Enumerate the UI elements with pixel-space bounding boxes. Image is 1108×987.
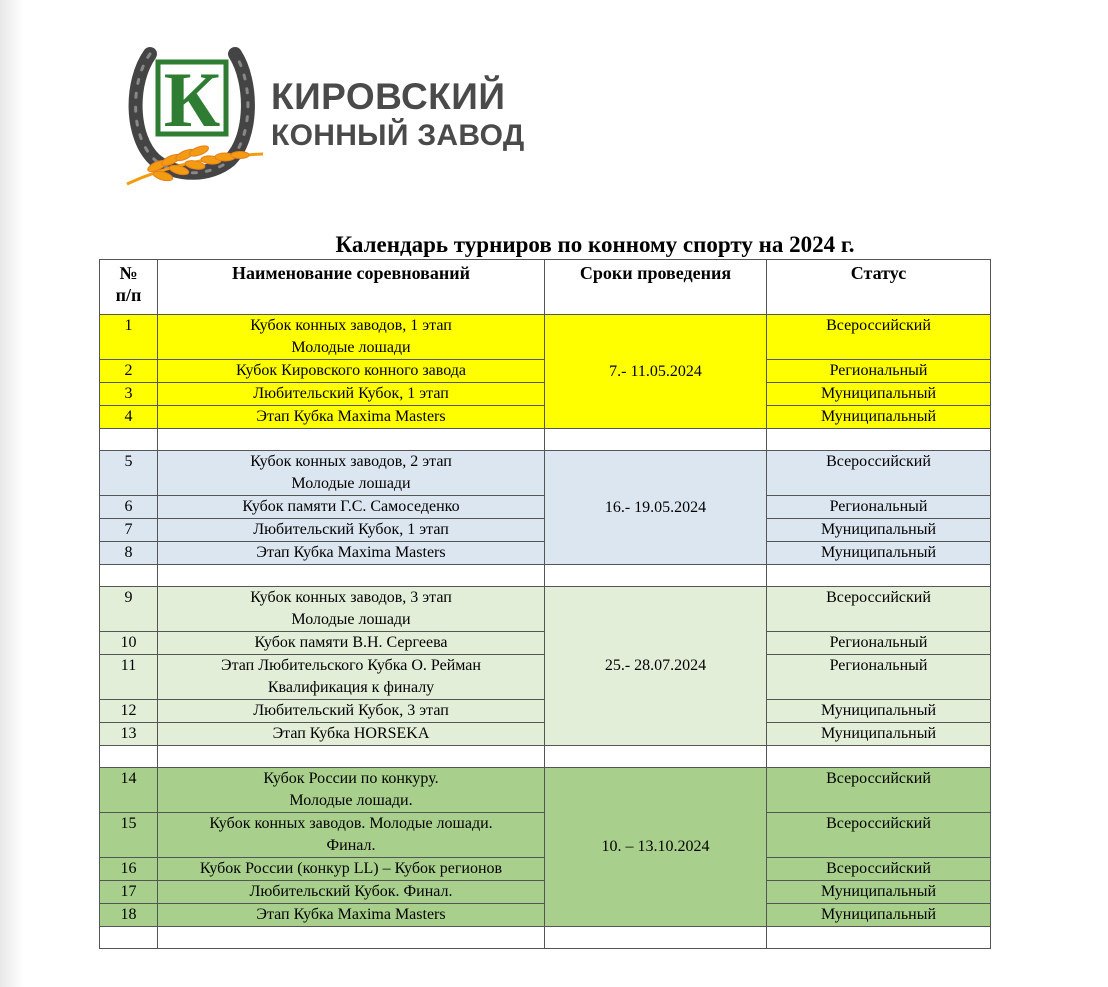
cell-status: Всероссийский xyxy=(767,858,991,881)
competition-name-line-1: Кубок конных заводов, 3 этап xyxy=(250,589,452,606)
header-number-line-1: № xyxy=(119,263,138,283)
empty-cell xyxy=(545,565,767,587)
cell-dates: 7.- 11.05.2024 xyxy=(545,315,767,429)
cell-competition-name xyxy=(158,858,545,881)
empty-cell xyxy=(100,565,158,587)
cell-competition-name xyxy=(158,315,545,360)
cell-status: Региональный xyxy=(767,632,991,655)
cell-number: 4 xyxy=(100,406,158,429)
cell-competition-name xyxy=(158,813,545,858)
cell-number: 9 xyxy=(100,587,158,632)
header-number-line-2: п/п xyxy=(115,285,142,305)
competition-name-line-1: Любительский Кубок. Финал. xyxy=(249,883,453,900)
empty-cell xyxy=(158,746,545,768)
competition-name-line-2: Молодые лошади xyxy=(291,339,411,356)
competition-name-line-1: Кубок памяти Г.С. Самоседенко xyxy=(242,498,460,515)
cell-status: Всероссийский xyxy=(767,451,991,496)
cell-number: 5 xyxy=(100,451,158,496)
cell-status: Муниципальный xyxy=(767,406,991,429)
cell-status: Региональный xyxy=(767,496,991,519)
competition-name-line-1: Кубок памяти В.Н. Сергеева xyxy=(254,634,448,651)
cell-number: 3 xyxy=(100,383,158,406)
empty-cell xyxy=(100,927,158,949)
logo-text xyxy=(271,78,525,151)
table-row xyxy=(100,315,991,360)
cell-status: Муниципальный xyxy=(767,700,991,723)
cell-status: Региональный xyxy=(767,360,991,383)
cell-number: 6 xyxy=(100,496,158,519)
empty-cell xyxy=(767,927,991,949)
competition-name-line-2: Финал. xyxy=(326,837,376,854)
cell-competition-name xyxy=(158,406,545,429)
competition-name-line-1: Кубок России (конкур LL) – Кубок регионов xyxy=(199,860,503,877)
competition-name-line-1: Любительский Кубок, 1 этап xyxy=(253,521,449,538)
competition-name-line-1: Кубок Кировского конного завода xyxy=(236,362,466,379)
cell-number: 7 xyxy=(100,519,158,542)
empty-cell xyxy=(100,429,158,451)
cell-number: 8 xyxy=(100,542,158,565)
cell-status: Муниципальный xyxy=(767,519,991,542)
cell-number: 14 xyxy=(100,768,158,813)
tournament-calendar-table xyxy=(99,259,991,949)
competition-name-line-1: Любительский Кубок, 3 этап xyxy=(253,702,449,719)
cell-dates: 10. – 13.10.2024 xyxy=(545,768,767,927)
competition-name-line-1: Кубок конных заводов, 1 этап xyxy=(250,317,452,334)
cell-competition-name xyxy=(158,904,545,927)
competition-name-line-1: Кубок конных заводов, 2 этап xyxy=(250,453,452,470)
empty-cell xyxy=(767,429,991,451)
cell-competition-name xyxy=(158,723,545,746)
logo-line-2: КОННЫЙ ЗАВОД xyxy=(271,119,525,152)
cell-competition-name xyxy=(158,360,545,383)
cell-status: Муниципальный xyxy=(767,723,991,746)
cell-competition-name xyxy=(158,496,545,519)
company-logo xyxy=(125,42,545,192)
competition-name-line-2: Молодые лошади. xyxy=(289,792,413,809)
separator-row xyxy=(100,746,991,768)
empty-cell xyxy=(545,746,767,768)
cell-status: Муниципальный xyxy=(767,542,991,565)
competition-name-line-1: Этап Кубка Maxima Masters xyxy=(256,408,446,425)
cell-number: 10 xyxy=(100,632,158,655)
competition-name-line-1: Этап Кубка Maxima Masters xyxy=(256,544,446,561)
empty-cell xyxy=(158,429,545,451)
empty-cell xyxy=(100,746,158,768)
cell-number: 16 xyxy=(100,858,158,881)
competition-name-line-1: Этап Кубка Maxima Masters xyxy=(256,906,446,923)
logo-line-1: КИРОВСКИЙ xyxy=(271,76,506,117)
cell-status: Всероссийский xyxy=(767,768,991,813)
page-title: Календарь турниров по конному спорту на 2024 г. xyxy=(335,232,855,257)
cell-number: 11 xyxy=(100,655,158,700)
competition-name-line-2: Молодые лошади xyxy=(291,611,411,628)
empty-cell xyxy=(158,927,545,949)
header-name: Наименование соревнований xyxy=(158,260,545,315)
cell-dates: 25.- 28.07.2024 xyxy=(545,587,767,746)
cell-status: Муниципальный xyxy=(767,904,991,927)
competition-name-line-1: Любительский Кубок, 1 этап xyxy=(253,385,449,402)
cell-competition-name xyxy=(158,700,545,723)
cell-competition-name xyxy=(158,383,545,406)
competition-name-line-1: Кубок конных заводов. Молодые лошади. xyxy=(209,815,493,832)
header-number xyxy=(100,260,158,315)
competition-name-line-2: Молодые лошади xyxy=(291,475,411,492)
cell-status: Муниципальный xyxy=(767,383,991,406)
cell-dates: 16.- 19.05.2024 xyxy=(545,451,767,565)
cell-competition-name xyxy=(158,881,545,904)
table-row xyxy=(100,768,991,813)
cell-status: Всероссийский xyxy=(767,813,991,858)
cell-number: 17 xyxy=(100,881,158,904)
empty-cell xyxy=(545,927,767,949)
cell-number: 15 xyxy=(100,813,158,858)
cell-status: Всероссийский xyxy=(767,315,991,360)
header-status: Статус xyxy=(767,260,991,315)
cell-number: 13 xyxy=(100,723,158,746)
logo-letter: К xyxy=(163,56,221,143)
empty-cell xyxy=(158,565,545,587)
separator-row xyxy=(100,429,991,451)
competition-name-line-1: Этап Любительского Кубка О. Рейман xyxy=(221,657,481,674)
cell-status: Всероссийский xyxy=(767,587,991,632)
cell-competition-name xyxy=(158,632,545,655)
empty-cell xyxy=(545,429,767,451)
separator-row xyxy=(100,927,991,949)
cell-competition-name xyxy=(158,451,545,496)
empty-cell xyxy=(767,746,991,768)
page-left-edge xyxy=(0,0,24,987)
cell-competition-name xyxy=(158,587,545,632)
cell-status: Муниципальный xyxy=(767,881,991,904)
competition-name-line-1: Этап Кубка HORSEKA xyxy=(272,725,430,742)
competition-name-line-2: Квалификация к финалу xyxy=(267,679,435,696)
cell-competition-name xyxy=(158,519,545,542)
cell-competition-name xyxy=(158,542,545,565)
separator-row xyxy=(100,565,991,587)
cell-number: 1 xyxy=(100,315,158,360)
header-dates: Сроки проведения xyxy=(545,260,767,315)
table-row xyxy=(100,587,991,632)
cell-number: 2 xyxy=(100,360,158,383)
table-header-row xyxy=(100,260,991,315)
cell-number: 18 xyxy=(100,904,158,927)
empty-cell xyxy=(767,565,991,587)
cell-competition-name xyxy=(158,655,545,700)
competition-name-line-1: Кубок России по конкуру. xyxy=(263,770,439,787)
horseshoe-icon xyxy=(125,42,275,192)
cell-status: Региональный xyxy=(767,655,991,700)
cell-competition-name xyxy=(158,768,545,813)
table-row xyxy=(100,451,991,496)
cell-number: 12 xyxy=(100,700,158,723)
